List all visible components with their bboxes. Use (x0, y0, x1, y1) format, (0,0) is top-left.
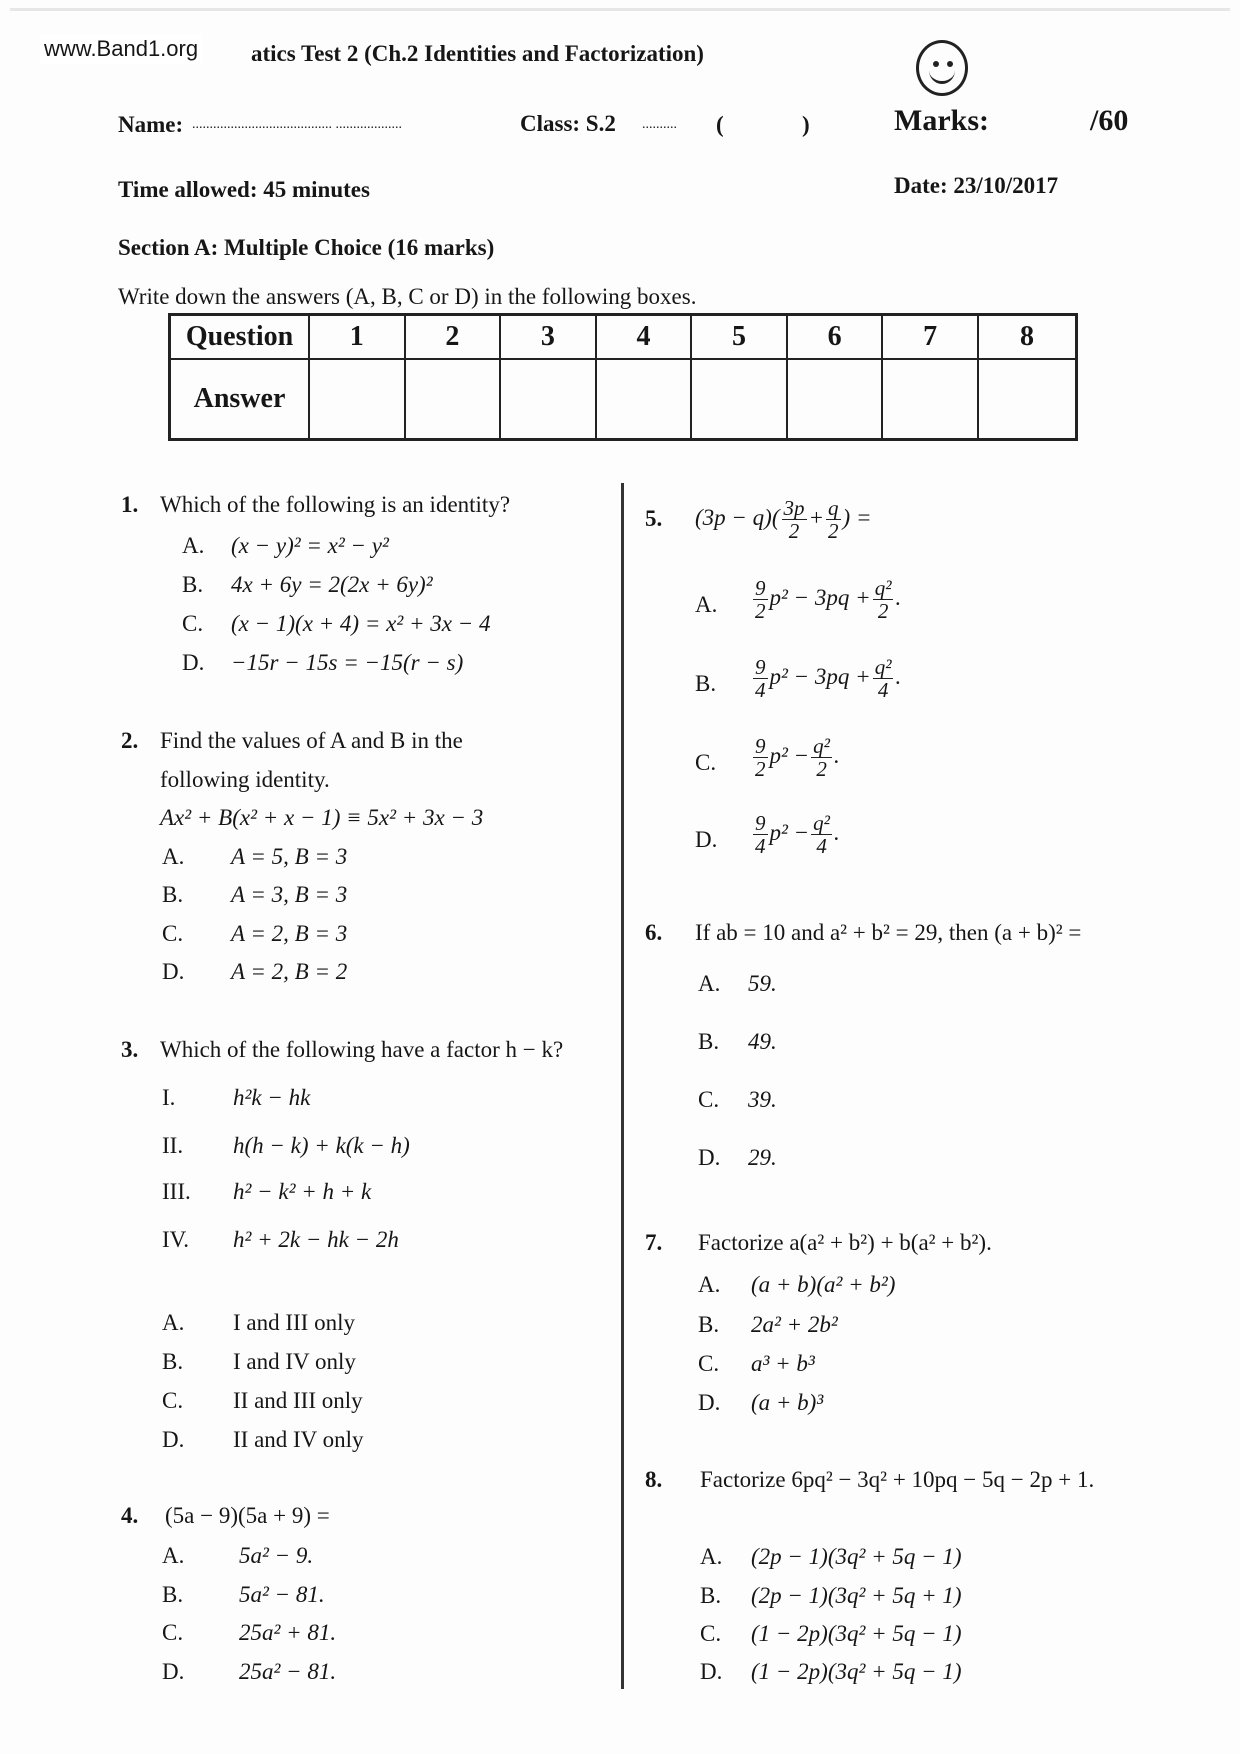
question-number: 5. (645, 506, 663, 531)
fraction: $\frac{9}{4}$ (755, 655, 766, 702)
option-letter: A. (162, 844, 185, 869)
option-text: (a + b)(a² + b²) (751, 1272, 896, 1297)
math-term: . (833, 742, 840, 768)
option-letter: A. (162, 1543, 185, 1568)
option-text: (1 − 2p)(3q² + 5q − 1) (751, 1621, 962, 1646)
option-letter: C. (162, 921, 184, 946)
option-letter: B. (162, 1582, 184, 1607)
option-letter: A. (162, 1310, 185, 1335)
math-term: p² − (769, 742, 810, 768)
option-text: (x − y)² = x² − y² (231, 533, 389, 558)
marks-label: Marks: (894, 104, 989, 137)
answer-box[interactable] (500, 359, 596, 440)
statement-numeral: II. (162, 1133, 184, 1158)
fraction: $\frac{9}{4}$ (755, 811, 766, 858)
option-letter: C. (182, 611, 204, 636)
question-number: 5 (691, 315, 787, 359)
option-text: 29. (748, 1145, 777, 1170)
smiley-icon (916, 40, 968, 96)
question-text: Which of the following is an identity? (160, 492, 511, 517)
statement-numeral: IV. (162, 1227, 190, 1252)
answer-box[interactable] (882, 359, 978, 440)
math-term: ) = (842, 504, 872, 530)
question-number: 4 (596, 315, 692, 359)
question-text: If ab = 10 and a² + b² = 29, then (a + b)² = (695, 920, 1082, 945)
question-text: Factorize a(a² + b²) + b(a² + b²). (698, 1230, 992, 1255)
math-term: . (895, 663, 902, 689)
option-letter: A. (700, 1544, 723, 1569)
option-text: 5a² − 81. (239, 1582, 325, 1607)
option-text: A = 2, B = 3 (231, 921, 348, 946)
class-field[interactable]: .......... (642, 117, 677, 132)
option-text: 25a² − 81. (239, 1659, 337, 1684)
question-number: 7. (645, 1230, 663, 1255)
answer-box[interactable] (787, 359, 883, 440)
instruction: Write down the answers (A, B, C or D) in the following boxes. (118, 284, 697, 309)
option-text: I and III only (233, 1310, 355, 1335)
option-text: A = 2, B = 2 (231, 959, 348, 984)
math-term: p² − 3pq + (769, 584, 871, 610)
option-expression (751, 577, 901, 622)
marks-total: /60 (1090, 104, 1129, 137)
math-term: + (808, 504, 825, 530)
question-number: 8 (978, 315, 1077, 359)
option-text: 5a² − 9. (239, 1543, 314, 1568)
option-letter: B. (695, 671, 717, 696)
watermark: www.Band1.org (40, 34, 202, 64)
statement-numeral: I. (162, 1085, 176, 1110)
question-text: Factorize 6pq² − 3q² + 10pq − 5q − 2p + 1. (700, 1467, 1095, 1492)
statement-text: h(h − k) + k(k − h) (233, 1133, 410, 1158)
option-letter: D. (162, 1659, 185, 1684)
option-letter: C. (698, 1087, 720, 1112)
option-text: II and III only (233, 1388, 363, 1413)
option-text: 25a² + 81. (239, 1620, 337, 1645)
question-number: 3. (121, 1037, 139, 1062)
option-text: (2p − 1)(3q² + 5q + 1) (751, 1583, 962, 1608)
option-letter: C. (698, 1351, 720, 1376)
fraction: $\frac{9}{2}$ (755, 576, 766, 623)
fraction: $\frac{\text{q²}}{4}$ (874, 655, 892, 702)
answer-table (168, 313, 1078, 441)
time-allowed: Time allowed: 45 minutes (118, 177, 370, 202)
option-letter: C. (695, 750, 717, 775)
question-text: following identity. (160, 767, 330, 792)
fraction: $\frac{9}{2}$ (755, 734, 766, 781)
option-letter: A. (695, 592, 718, 617)
question-text: Which of the following have a factor h − k? (160, 1037, 564, 1062)
option-expression (751, 735, 840, 780)
question-text: (5a − 9)(5a + 9) = (165, 1503, 330, 1528)
fraction: $\frac{\text{q²}}{2}$ (874, 576, 892, 623)
fraction: $\frac{3p}{2}$ (783, 496, 805, 543)
section-heading: Section A: Multiple Choice (16 marks) (118, 235, 495, 260)
option-text: (2p − 1)(3q² + 5q − 1) (751, 1544, 962, 1569)
option-text: a³ + b³ (751, 1351, 815, 1376)
option-letter: A. (698, 971, 721, 996)
option-letter: D. (162, 959, 185, 984)
math-term: . (895, 584, 902, 610)
option-letter: B. (162, 882, 184, 907)
name-label: Name: (118, 112, 184, 137)
option-text: A = 3, B = 3 (231, 882, 348, 907)
answer-row (170, 359, 1077, 440)
option-text: II and IV only (233, 1427, 364, 1452)
option-letter: D. (698, 1145, 721, 1170)
answer-box[interactable] (405, 359, 501, 440)
option-text: −15r − 15s = −15(r − s) (231, 650, 464, 675)
math-term: p² − 3pq + (769, 663, 871, 689)
question-number: 8. (645, 1467, 663, 1492)
option-letter: A. (182, 533, 205, 558)
statement-text: h² − k² + h + k (233, 1179, 372, 1204)
option-letter: D. (698, 1390, 721, 1415)
fraction: $\frac{\text{q²}}{4}$ (813, 811, 830, 858)
option-letter: C. (700, 1621, 722, 1646)
question-header: Question (170, 315, 310, 359)
column-divider (621, 483, 624, 1689)
question-number: 1. (121, 492, 139, 517)
date: Date: 23/10/2017 (894, 173, 1059, 198)
question-number: 4. (121, 1503, 139, 1528)
name-field[interactable]: ........................................ ................... (192, 117, 402, 132)
option-expression (751, 812, 840, 857)
option-letter: C. (162, 1388, 184, 1413)
option-text: 49. (748, 1029, 777, 1054)
class-number-open: ( (716, 112, 724, 137)
question-number: 2 (405, 315, 501, 359)
fraction: $\frac{\text{q²}}{2}$ (813, 734, 830, 781)
option-letter: D. (695, 827, 718, 852)
option-text: A = 5, B = 3 (231, 844, 348, 869)
answer-box[interactable] (596, 359, 692, 440)
class-label: Class: S.2 (520, 111, 616, 136)
option-letter: B. (700, 1583, 722, 1608)
option-letter: D. (182, 650, 205, 675)
option-text: 4x + 6y = 2(2x + 6y)² (231, 572, 433, 597)
question-number: 6 (787, 315, 883, 359)
option-expression (751, 656, 901, 701)
option-text: I and IV only (233, 1349, 356, 1374)
question-row (170, 315, 1077, 359)
test-title: atics Test 2 (Ch.2 Identities and Factorization) (251, 41, 704, 66)
option-text: 59. (748, 971, 777, 996)
option-text: 2a² + 2b² (751, 1312, 838, 1337)
option-letter: B. (162, 1349, 184, 1374)
option-letter: B. (698, 1029, 720, 1054)
answer-box[interactable] (691, 359, 787, 440)
question-text: Find the values of A and B in the (160, 728, 463, 753)
math-term: (3p − q)( (695, 504, 780, 530)
page-top-edge (10, 8, 1230, 11)
statement-text: h² + 2k − hk − 2h (233, 1227, 399, 1252)
question-number: 7 (882, 315, 978, 359)
answer-box[interactable] (978, 359, 1077, 440)
math-term: . (833, 819, 840, 845)
question-expression (695, 497, 871, 542)
question-number: 1 (309, 315, 405, 359)
question-number: 2. (121, 728, 139, 753)
statement-numeral: III. (162, 1179, 191, 1204)
class-number-close: ) (802, 112, 810, 137)
statement-text: h²k − hk (233, 1085, 311, 1110)
option-text: 39. (748, 1087, 777, 1112)
option-text: (a + b)³ (751, 1390, 824, 1415)
answer-header: Answer (170, 359, 310, 440)
option-letter: A. (698, 1272, 721, 1297)
option-text: (x − 1)(x + 4) = x² + 3x − 4 (231, 611, 491, 636)
option-letter: B. (182, 572, 204, 597)
option-letter: D. (162, 1427, 185, 1452)
option-text: (1 − 2p)(3q² + 5q − 1) (751, 1659, 962, 1684)
math-term: p² − (769, 819, 810, 845)
option-letter: D. (700, 1659, 723, 1684)
question-number: 3 (500, 315, 596, 359)
fraction: $\frac{q}{2}$ (828, 496, 839, 543)
answer-box[interactable] (309, 359, 405, 440)
question-number: 6. (645, 920, 663, 945)
option-letter: C. (162, 1620, 184, 1645)
question-identity: Ax² + B(x² + x − 1) ≡ 5x² + 3x − 3 (160, 805, 484, 830)
option-letter: B. (698, 1312, 720, 1337)
